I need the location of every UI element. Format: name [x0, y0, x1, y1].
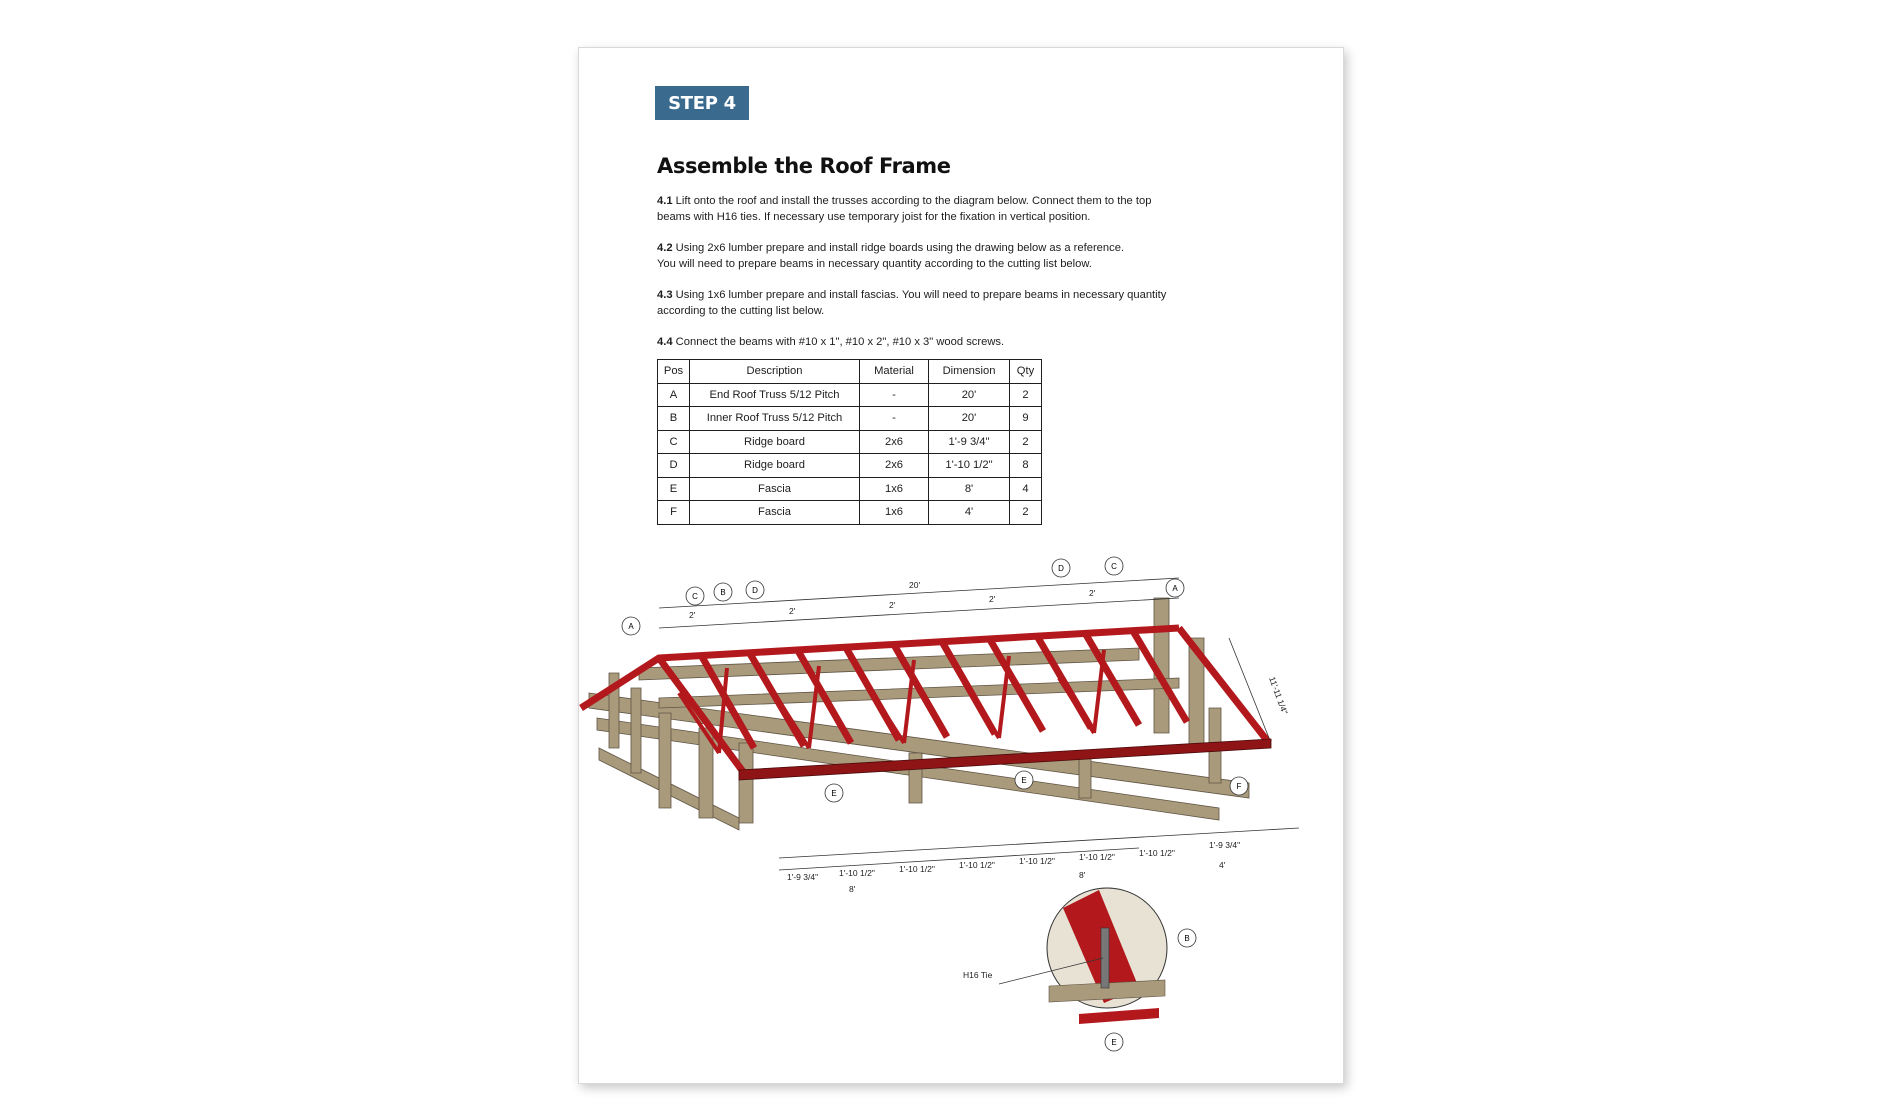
cell-qty: 4 — [1010, 477, 1042, 501]
svg-text:E: E — [1021, 776, 1027, 785]
instruction-text-cont: beams with H16 ties. If necessary use temporary joist for the fixation in vertical position. — [657, 210, 1091, 223]
callout-b — [714, 583, 732, 601]
column-header-description: Description — [690, 360, 860, 384]
svg-text:E: E — [1111, 1038, 1117, 1047]
cell-material: 2x6 — [860, 454, 929, 478]
instruction-text-cont: You will need to prepare beams in necessary quantity according to the cutting list below. — [657, 257, 1092, 270]
table-row — [658, 477, 1042, 501]
dim-height: 11'-11 1/4" — [1267, 675, 1290, 716]
cell-dimension: 20' — [929, 407, 1010, 431]
instruction-text-cont: according to the cutting list below. — [657, 304, 825, 317]
table-row — [658, 383, 1042, 407]
cell-qty: 2 — [1010, 501, 1042, 525]
cell-description: Ridge board — [690, 430, 860, 454]
instruction-4-3 — [657, 288, 1217, 319]
cell-material: - — [860, 407, 929, 431]
callout-a-right — [1166, 579, 1184, 597]
instruction-text: Using 2x6 lumber prepare and install ridge boards using the drawing below as a reference. — [675, 242, 1125, 254]
callout-e-left — [825, 784, 843, 802]
dim-spacing: 2' — [889, 600, 896, 610]
cell-material: 2x6 — [860, 430, 929, 454]
cell-pos: C — [658, 430, 690, 454]
svg-text:D: D — [1058, 564, 1064, 573]
instruction-4-1 — [657, 194, 1217, 225]
dim-spacing: 2' — [689, 610, 696, 620]
callout-d-right — [1052, 559, 1070, 577]
callout-b-detail — [1178, 929, 1196, 947]
column-header-qty: Qty — [1010, 360, 1042, 384]
svg-text:B: B — [1184, 934, 1190, 943]
step-badge — [655, 86, 749, 120]
cell-description: Inner Roof Truss 5/12 Pitch — [690, 407, 860, 431]
cell-dimension: 8' — [929, 477, 1010, 501]
dim-inner-ridge: 1'-10 1/2" — [1079, 852, 1115, 862]
callout-e-right — [1015, 771, 1033, 789]
cell-description: Fascia — [690, 477, 860, 501]
cell-material: - — [860, 383, 929, 407]
dim-inner-ridge: 1'-10 1/2" — [839, 868, 875, 878]
table-row — [658, 430, 1042, 454]
dim-spacing: 2' — [1089, 588, 1096, 598]
cell-description: Ridge board — [690, 454, 860, 478]
cell-qty: 8 — [1010, 454, 1042, 478]
column-header-pos: Pos — [658, 360, 690, 384]
cell-description: End Roof Truss 5/12 Pitch — [690, 383, 860, 407]
dim-fascia-long: 8' — [1079, 870, 1086, 880]
dim-spacing: 2' — [789, 606, 796, 616]
instruction-text: Using 1x6 lumber prepare and install fascias. You will need to prepare beams in necessary quantity — [675, 289, 1167, 301]
cell-pos: D — [658, 454, 690, 478]
instruction-number: 4.2 — [657, 242, 673, 254]
callout-a-left — [622, 617, 640, 635]
cell-qty: 2 — [1010, 430, 1042, 454]
dim-inner-ridge: 1'-10 1/2" — [899, 864, 935, 874]
dim-fascia-short: 4' — [1219, 860, 1226, 870]
table-row — [658, 407, 1042, 431]
dim-end-ridge: 1'-9 3/4" — [1209, 840, 1241, 850]
dim-inner-ridge: 1'-10 1/2" — [1019, 856, 1055, 866]
dim-inner-ridge: 1'-10 1/2" — [959, 860, 995, 870]
step-label: STEP 4 — [668, 92, 736, 114]
svg-text:C: C — [692, 592, 698, 601]
instruction-4-2 — [657, 241, 1217, 272]
dim-spacing: 2' — [989, 594, 996, 604]
h16-tie-detail — [963, 888, 1196, 1051]
roof-frame-diagram — [579, 518, 1343, 1078]
cell-pos: B — [658, 407, 690, 431]
dim-end-ridge: 1'-9 3/4" — [787, 872, 819, 882]
cell-dimension: 4' — [929, 501, 1010, 525]
cell-dimension: 1'-9 3/4" — [929, 430, 1010, 454]
callout-c-left — [686, 587, 704, 605]
instruction-number: 4.4 — [657, 336, 673, 348]
cell-pos: E — [658, 477, 690, 501]
svg-text:A: A — [1172, 584, 1178, 593]
cell-description: Fascia — [690, 501, 860, 525]
svg-text:A: A — [628, 622, 634, 631]
h16-tie-label: H16 Tie — [963, 970, 993, 980]
cutting-list-table — [657, 359, 1042, 525]
dim-fascia-long: 8' — [849, 884, 856, 894]
cell-qty: 2 — [1010, 383, 1042, 407]
callout-e-detail — [1105, 1033, 1123, 1051]
svg-text:E: E — [831, 789, 837, 798]
instruction-text: Lift onto the roof and install the trusses according to the diagram below. Connect them to the top — [675, 195, 1152, 207]
cell-material: 1x6 — [860, 477, 929, 501]
instruction-number: 4.3 — [657, 289, 673, 301]
cell-dimension: 20' — [929, 383, 1010, 407]
callout-c-right — [1105, 557, 1123, 575]
callout-f — [1230, 777, 1248, 795]
dim-overall: 20' — [909, 580, 921, 590]
svg-text:C: C — [1111, 562, 1117, 571]
instruction-text: Connect the beams with #10 x 1", #10 x 2", #10 x 3" wood screws. — [675, 336, 1005, 348]
dim-inner-ridge: 1'-10 1/2" — [1139, 848, 1175, 858]
instruction-4-4 — [657, 335, 1217, 351]
column-header-material: Material — [860, 360, 929, 384]
callout-d-left — [746, 581, 764, 599]
cell-material: 1x6 — [860, 501, 929, 525]
instruction-page — [578, 47, 1344, 1084]
table-header-row — [658, 360, 1042, 384]
table-row — [658, 454, 1042, 478]
cell-qty: 9 — [1010, 407, 1042, 431]
cell-pos: F — [658, 501, 690, 525]
cell-pos: A — [658, 383, 690, 407]
cell-dimension: 1'-10 1/2" — [929, 454, 1010, 478]
page-title: Assemble the Roof Frame — [657, 154, 951, 178]
instruction-number: 4.1 — [657, 195, 673, 207]
column-header-dimension: Dimension — [929, 360, 1010, 384]
svg-text:B: B — [720, 588, 726, 597]
svg-text:D: D — [752, 586, 758, 595]
svg-text:F: F — [1236, 782, 1242, 791]
